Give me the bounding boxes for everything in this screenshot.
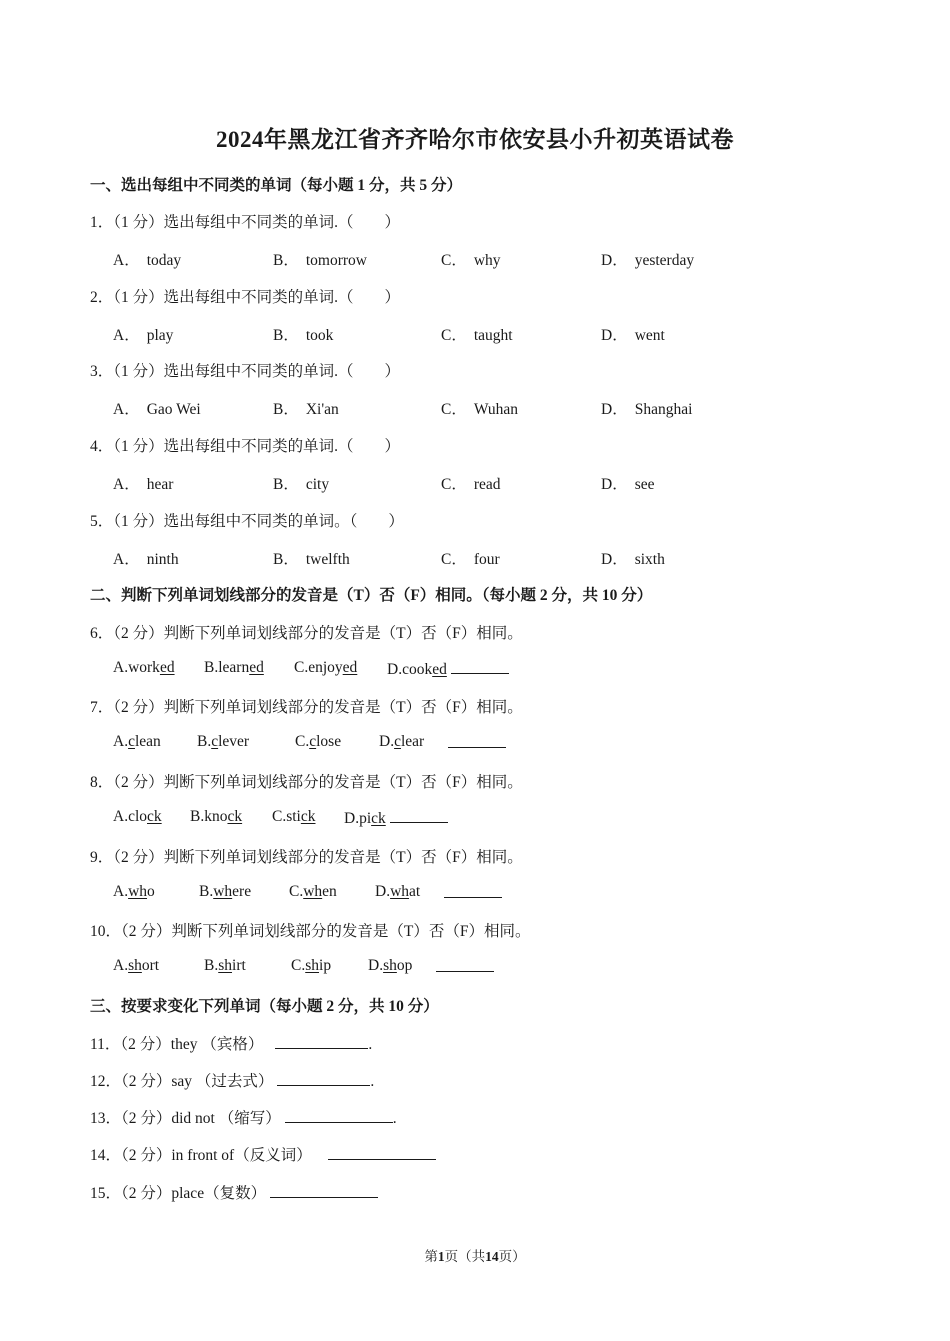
- question-11: 11．（2 分）they （宾格） .: [90, 1036, 373, 1053]
- q8-option-d: D.pick: [344, 808, 448, 828]
- q7-option-c: C.close: [295, 733, 342, 750]
- question-10-stem: 10．（2 分）判断下列单词划线部分的发音是（T）否（F）相同。: [90, 923, 531, 940]
- section-2-heading: 二、判断下列单词划线部分的发音是（T）否（F）相同。（每小题 2 分，共 10 分）: [90, 587, 653, 604]
- q7-answer-blank-wrap: [444, 733, 506, 753]
- q9-option-d: D.what: [375, 883, 421, 900]
- page-footer: 第1页（共14页）: [424, 1249, 526, 1264]
- q6-option-c: C.enjoyed: [294, 659, 358, 676]
- question-6-stem: 6．（2 分）判断下列单词划线部分的发音是（T）否（F）相同。: [90, 625, 523, 642]
- question-3-stem: 3．（1 分）选出每组中不同类的单词.（ ）: [90, 363, 401, 380]
- q6-option-b: B.learned: [204, 659, 264, 676]
- q7-answer-blank[interactable]: [448, 733, 506, 748]
- q14-answer-blank[interactable]: [328, 1145, 436, 1160]
- q3-option-a: A． Gao Wei: [113, 401, 201, 418]
- q12-answer-blank[interactable]: [277, 1071, 370, 1086]
- question-14: 14．（2 分）in front of（反义词）: [90, 1143, 436, 1165]
- q6-option-d: D.cooked: [387, 659, 509, 679]
- q10-answer-blank-wrap: [432, 957, 494, 977]
- q8-option-a: A.clock: [113, 808, 162, 825]
- q5-option-d: D． sixth: [601, 551, 665, 568]
- q8-option-b: B.knock: [190, 808, 243, 825]
- question-1-stem: 1．（1 分）选出每组中不同类的单词.（ ）: [90, 214, 401, 231]
- q4-option-d: D． see: [601, 476, 655, 493]
- question-13: 13．（2 分）did not （缩写） .: [90, 1110, 397, 1127]
- q3-option-c: C． Wuhan: [441, 401, 518, 418]
- question-4-stem: 4．（1 分）选出每组中不同类的单词.（ ）: [90, 438, 401, 455]
- section-3-heading: 三、按要求变化下列单词（每小题 2 分，共 10 分）: [90, 998, 439, 1015]
- q10-answer-blank[interactable]: [436, 957, 494, 972]
- q7-option-a: A.clean: [113, 733, 161, 750]
- q9-answer-blank-wrap: [440, 883, 502, 903]
- q4-option-a: A． hear: [113, 476, 174, 493]
- q1-option-d: D． yesterday: [601, 252, 695, 269]
- q7-option-b: B.clever: [197, 733, 250, 750]
- q15-answer-blank[interactable]: [270, 1183, 378, 1198]
- q9-option-a: A.who: [113, 883, 155, 900]
- question-12: 12．（2 分）say （过去式） .: [90, 1073, 375, 1090]
- q3-option-b: B． Xi'an: [273, 401, 339, 418]
- question-9-stem: 9．（2 分）判断下列单词划线部分的发音是（T）否（F）相同。: [90, 849, 523, 866]
- q4-option-b: B． city: [273, 476, 330, 493]
- q11-answer-blank[interactable]: [275, 1034, 368, 1049]
- q6-option-a: A.worked: [113, 659, 175, 676]
- q4-option-c: C． read: [441, 476, 501, 493]
- q2-option-a: A． play: [113, 327, 174, 344]
- question-2-stem: 2．（1 分）选出每组中不同类的单词.（ ）: [90, 289, 401, 306]
- q2-option-b: B． took: [273, 327, 334, 344]
- question-8-stem: 8．（2 分）判断下列单词划线部分的发音是（T）否（F）相同。: [90, 774, 523, 791]
- q10-option-a: A.short: [113, 957, 160, 974]
- q1-option-c: C． why: [441, 252, 501, 269]
- question-15: 15．（2 分）place（复数）: [90, 1181, 378, 1203]
- q5-option-b: B． twelfth: [273, 551, 350, 568]
- q9-option-b: B.where: [199, 883, 252, 900]
- section-1-heading: 一、选出每组中不同类的单词（每小题 1 分，共 5 分）: [90, 177, 463, 194]
- q8-answer-blank[interactable]: [390, 808, 448, 823]
- question-5-stem: 5．（1 分）选出每组中不同类的单词。（ ）: [90, 513, 404, 530]
- q5-option-a: A． ninth: [113, 551, 179, 568]
- current-page-number: 1: [437, 1249, 445, 1264]
- q10-option-b: B.shirt: [204, 957, 246, 974]
- q9-option-c: C.when: [289, 883, 337, 900]
- q5-option-c: C． four: [441, 551, 500, 568]
- q1-option-b: B． tomorrow: [273, 252, 367, 269]
- q10-option-c: C.ship: [291, 957, 332, 974]
- page-title: 2024年黑龙江省齐齐哈尔市依安县小升初英语试卷: [216, 127, 734, 152]
- q8-option-c: C.stick: [272, 808, 316, 825]
- q3-option-d: D． Shanghai: [601, 401, 693, 418]
- q2-option-c: C． taught: [441, 327, 513, 344]
- q10-option-d: D.shop: [368, 957, 413, 974]
- q1-option-a: A． today: [113, 252, 182, 269]
- q13-answer-blank[interactable]: [285, 1108, 393, 1123]
- q6-answer-blank[interactable]: [451, 659, 509, 674]
- question-7-stem: 7．（2 分）判断下列单词划线部分的发音是（T）否（F）相同。: [90, 699, 523, 716]
- q9-answer-blank[interactable]: [444, 883, 502, 898]
- total-page-count: 14: [485, 1249, 499, 1264]
- q7-option-d: D.clear: [379, 733, 425, 750]
- q2-option-d: D． went: [601, 327, 665, 344]
